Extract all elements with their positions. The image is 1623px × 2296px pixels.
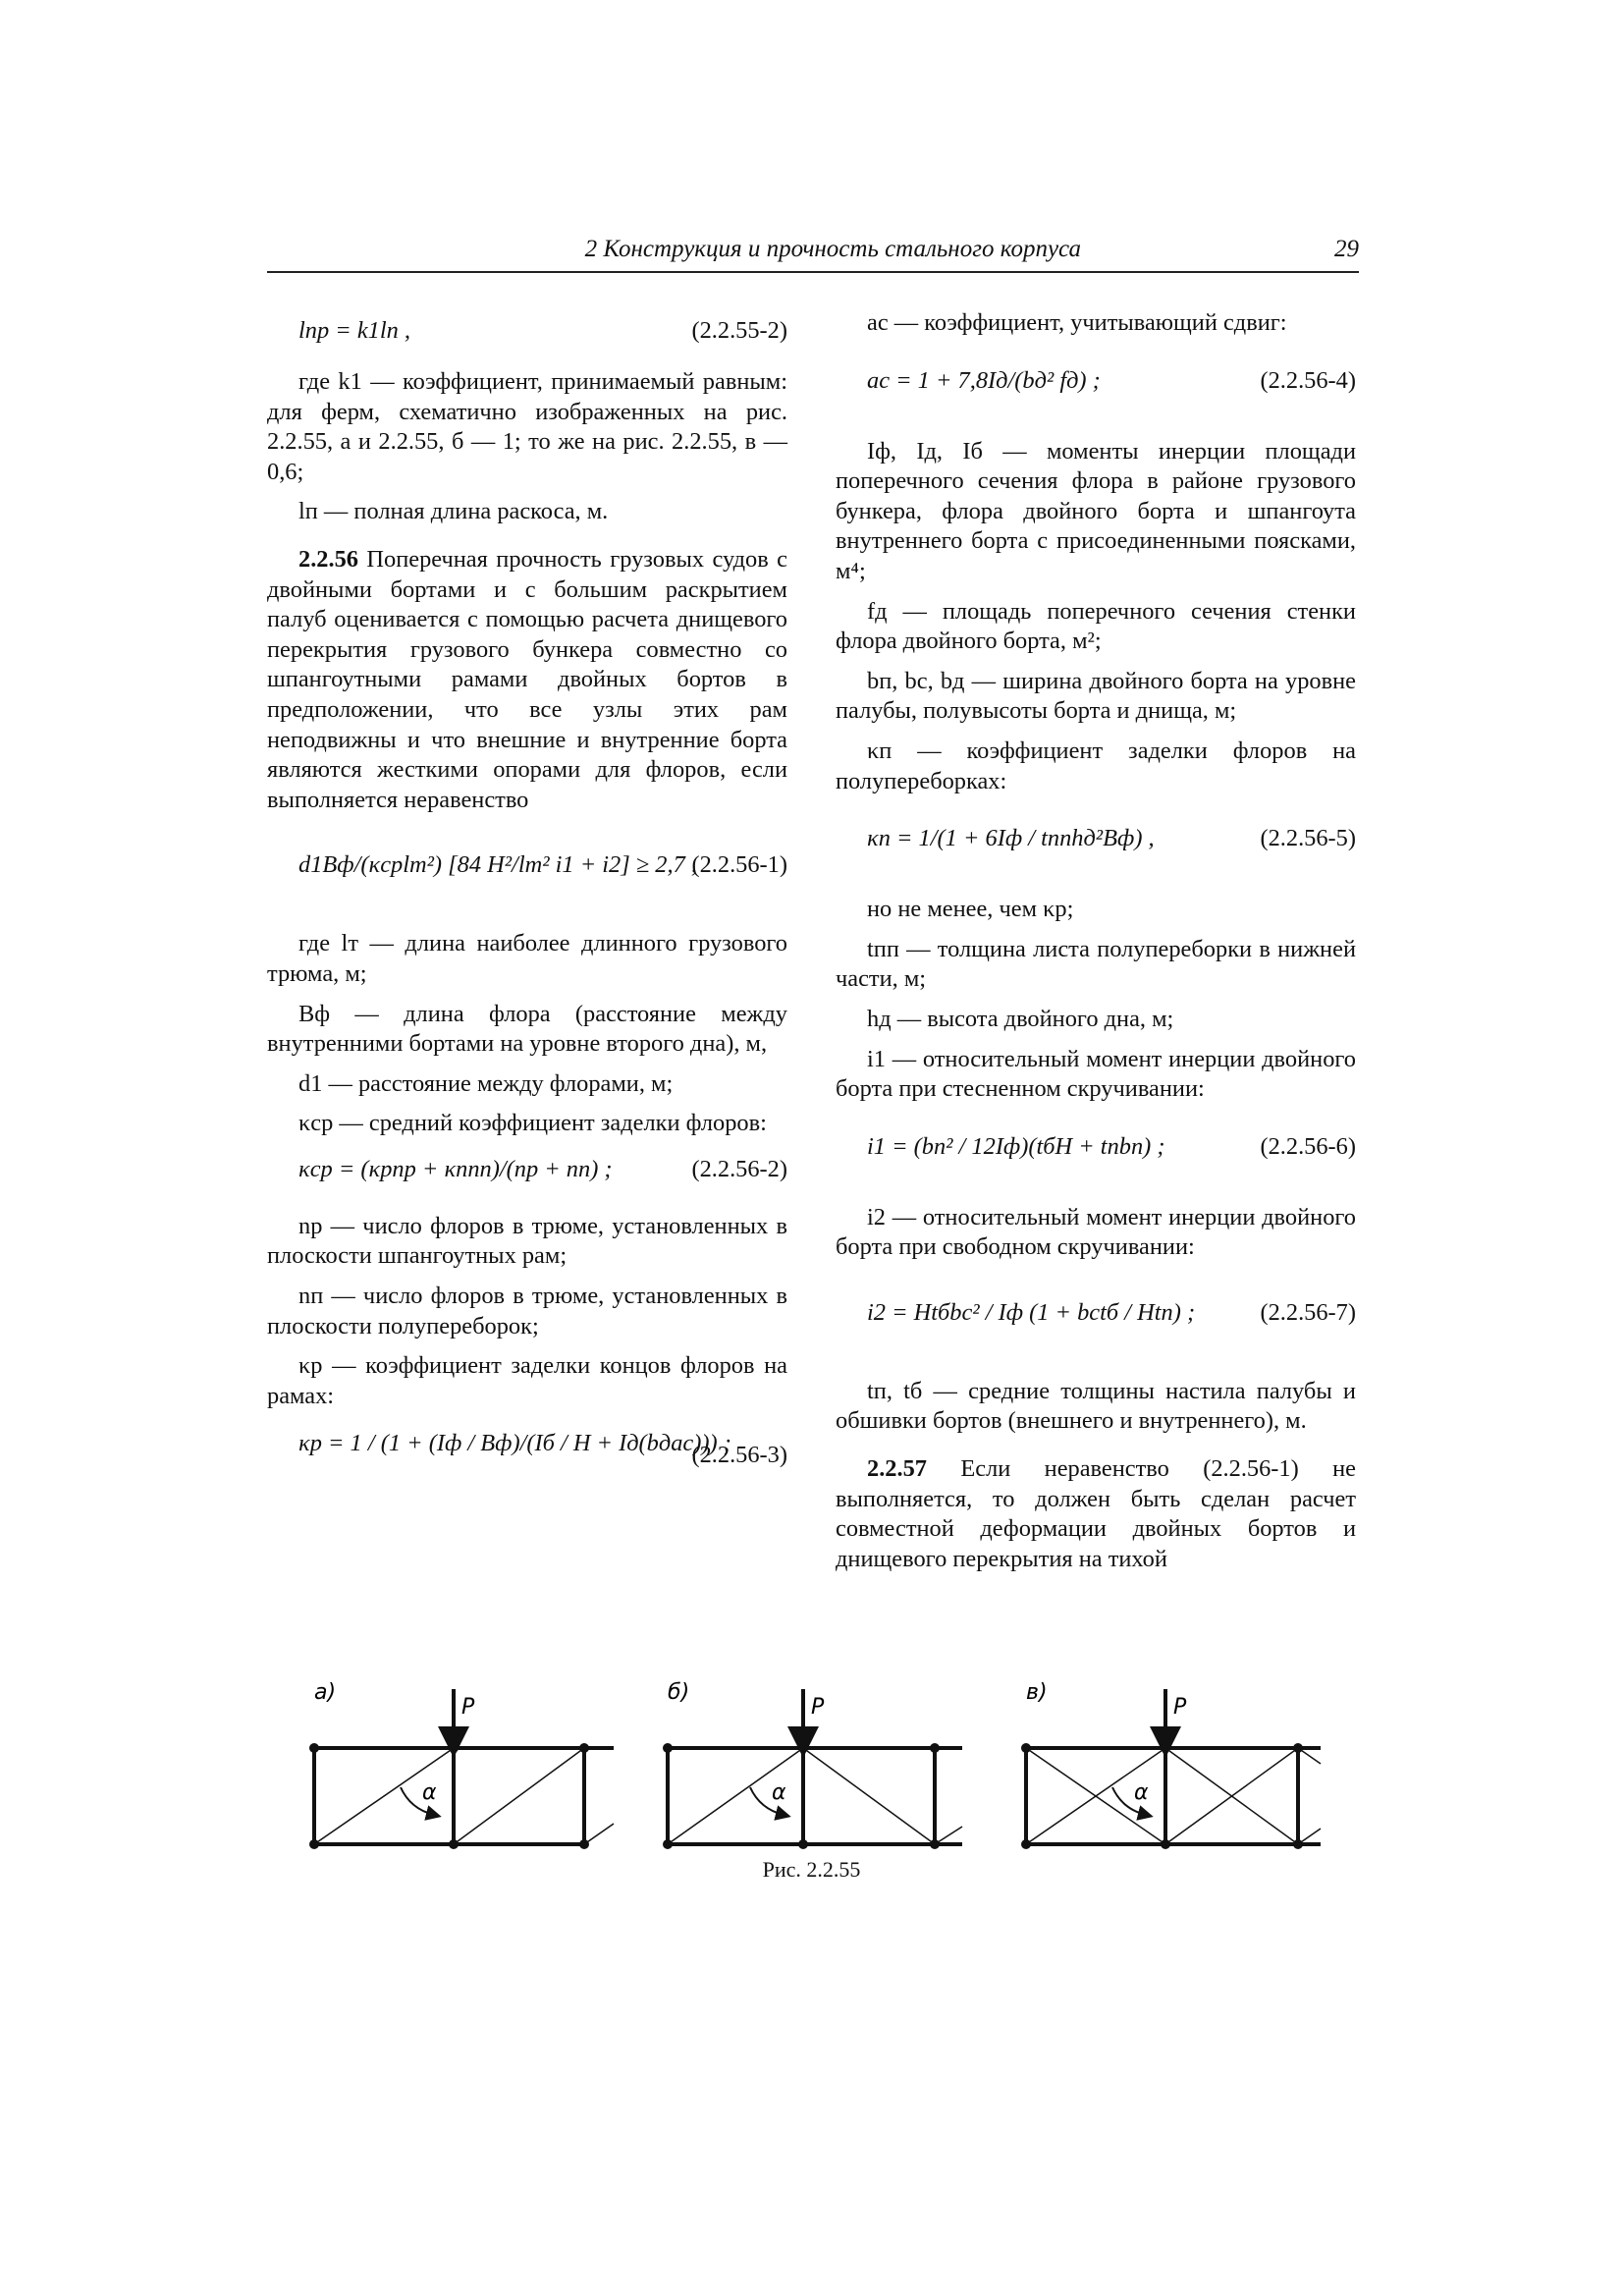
paragraph: hд — высота двойного дна, м; — [867, 1005, 1174, 1032]
equation-formula: κср = (κрnр + κпnп)/(nр + nп) ; — [298, 1155, 613, 1182]
angle-label-alpha: α — [772, 1780, 786, 1805]
equation-number: (2.2.56-4) — [1260, 366, 1356, 394]
paragraph: κср — средний коэффициент заделки флоров: — [298, 1110, 767, 1137]
paragraph: bп, bc, bд — ширина двойного борта на уровне палубы, полувысоты борта и днища, м; — [836, 667, 1356, 725]
running-header — [267, 232, 1359, 273]
page-number: 29 — [1334, 236, 1359, 262]
truss-figure-b — [663, 1680, 962, 1849]
equation-number: (2.2.56-1) — [691, 851, 787, 879]
angle-label-alpha: α — [422, 1780, 437, 1805]
equation-number: (2.2.55-2) — [691, 317, 787, 344]
section-2-2-56 — [267, 545, 787, 815]
figure-label-v: в) — [1026, 1680, 1048, 1705]
chapter-title: 2 Конструкция и прочность стального корпуса — [584, 236, 1081, 262]
paragraph: где k1 — коэффициент, принимаемый равным: для ферм, схематично изображенных на рис. 2.2.55, а и 2.2.55, б — 1; то же на рис. 2.2.55, в — 0,6; — [267, 368, 787, 485]
equation-2-2-56-5 — [836, 806, 1356, 877]
paragraph: tпп — толщина листа полупереборки в нижней части, м; — [836, 935, 1356, 993]
paragraph: tп, tб — средние толщины настила палубы и обшивки бортов (внешнего и внутреннего), м. — [836, 1377, 1356, 1435]
equation-2-2-56-2 — [267, 1155, 787, 1188]
equation-formula: i2 = Htбbc² / Iф (1 + bctб / Htп) ; — [867, 1298, 1196, 1326]
equation-number: (2.2.56-7) — [1260, 1298, 1356, 1326]
paragraph: i2 — относительный момент инерции двойного борта при свободном скручивании: — [836, 1203, 1356, 1261]
equation-2-2-56-1 — [267, 825, 787, 911]
equation-formula: κп = 1/(1 + 6Iф / tппhд²Bф) , — [867, 825, 1155, 852]
load-label-p: P — [461, 1695, 475, 1720]
equation-number: (2.2.56-6) — [1260, 1132, 1356, 1160]
right-column — [836, 308, 1356, 1584]
truss-figure-a — [309, 1680, 614, 1849]
paragraph: i1 — относительный момент инерции двойного борта при стесненном скручивании: — [836, 1045, 1356, 1103]
paragraph: ac — коэффициент, учитывающий сдвиг: — [867, 309, 1287, 336]
equation-2-2-56-3 — [267, 1421, 787, 1511]
equation-formula: i1 = (bп² / 12Iф)(tбH + tпbп) ; — [867, 1132, 1165, 1160]
angle-label-alpha: α — [1134, 1780, 1149, 1805]
equation-formula: lпр = k1lп , — [298, 317, 411, 344]
section-2-2-57 — [836, 1454, 1356, 1574]
paragraph-text: Если неравенство (2.2.56-1) не выполняется, то должен быть сделан расчет совместной деформации двойных бортов и днищевого перекрытия на тихой — [836, 1455, 1356, 1572]
equation-2-2-56-4 — [836, 349, 1356, 419]
load-label-p: P — [811, 1695, 825, 1720]
truss-figure-v — [1021, 1680, 1321, 1849]
equation-2-2-55-2 — [267, 316, 787, 350]
paragraph: κр — коэффициент заделки концов флоров на рамах: — [267, 1352, 787, 1409]
paragraph: но не менее, чем κр; — [867, 896, 1074, 923]
figure-caption: Рис. 2.2.55 — [762, 1857, 861, 1882]
paragraph-text: Поперечная прочность грузовых судов с двойными бортами и с большим раскрытием палуб оценивается с помощью расчета днищевого перекрытия грузового бункера совместно со шпангоутными рамами двойных бортов в предположении, что все узлы этих рам неподвижны и что внешние и внутренние борта являются жесткими опорами для флоров, если выполняется неравенство — [267, 545, 787, 813]
equation-number: (2.2.56-3) — [691, 1442, 787, 1469]
paragraph: fд — площадь поперечного сечения стенки флора двойного борта, м²; — [836, 597, 1356, 655]
paragraph: Bф — длина флора (расстояние между внутренними бортами на уровне второго дна), м, — [267, 1000, 787, 1058]
paragraph: nр — число флоров в трюме, установленных в плоскости шпангоутных рам; — [267, 1212, 787, 1270]
figure-label-b: б) — [668, 1680, 690, 1705]
section-number: 2.2.57 — [867, 1455, 927, 1483]
equation-formula: d1Bф/(κсрlт²) [84 H²/lт² i1 + i2] ≥ 2,7 , — [298, 851, 697, 879]
figure-label-a: а) — [314, 1680, 337, 1705]
paragraph: κп — коэффициент заделки флоров на полупереборках: — [836, 737, 1356, 794]
left-column — [267, 308, 787, 1529]
paragraph: Iф, Iд, Iб — моменты инерции площади поперечного сечения флора в районе грузового бункера, флора двойного борта и шпангоута внутреннего борта с присоединенными поясками, м⁴; — [836, 437, 1356, 584]
equation-number: (2.2.56-2) — [691, 1155, 787, 1182]
paragraph: d1 — расстояние между флорами, м; — [298, 1069, 674, 1097]
equation-number: (2.2.56-5) — [1260, 825, 1356, 852]
paragraph: lп — полная длина раскоса, м. — [298, 498, 609, 525]
equation-2-2-56-7 — [836, 1273, 1356, 1359]
load-label-p: P — [1173, 1695, 1187, 1720]
truss-figures — [295, 1669, 1335, 1886]
equation-formula: ac = 1 + 7,8Iд/(bд² fд) ; — [867, 366, 1101, 394]
equation-2-2-56-6 — [836, 1115, 1356, 1185]
paragraph: где lт — длина наиболее длинного грузового трюма, м; — [267, 930, 787, 987]
paragraph: nп — число флоров в трюме, установленных в плоскости полупереборок; — [267, 1283, 787, 1339]
equation-formula: κр = 1 / (1 + (Iф / Bф)/(Iб / H + Iд(bдac))) ; — [298, 1430, 731, 1457]
section-number: 2.2.56 — [298, 545, 358, 573]
